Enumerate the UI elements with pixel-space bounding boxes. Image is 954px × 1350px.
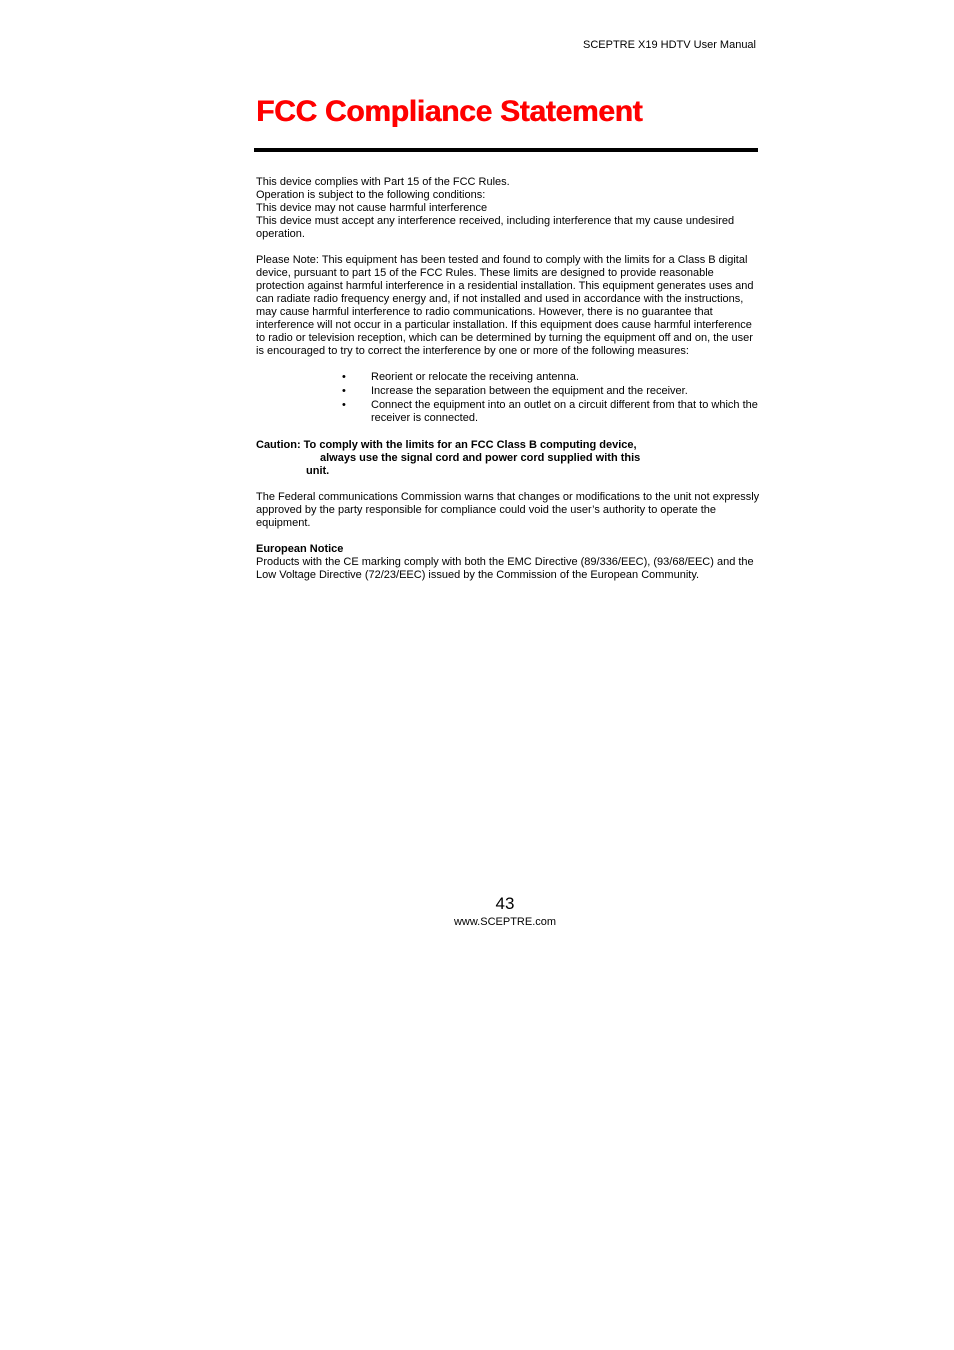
page-title: FCC Compliance Statement [256,95,643,128]
list-item-text: Reorient or relocate the receiving antenna. [371,371,579,383]
measures-list [256,371,760,425]
intro-line: This device may not cause harmful interference [256,202,488,214]
european-notice-text: Products with the CE marking comply with both the EMC Directive (89/336/EEC), (93/68/EEC) and the Low Voltage Directive (72/23/EEC) issued by the Commission of the European Community. [256,556,754,581]
please-note-paragraph: Please Note: This equipment has been tested and found to comply with the limits for a Class B digital device, pursuant to part 15 of the FCC Rules. These limits are designed to provide reasonable protection against harmful interference in a residential installation. This equipment generates uses and can radiate radio frequency energy and, if not installed and used in accordance with the instructions, may cause harmful interference to radio communications. However, there is no guarantee that interference will not occur in a particular installation. If this equipment does cause harmful interference to radio or television reception, which can be determined by turning the equipment off and on, the user is encouraged to try to correct the interference by one or more of the following measures: [256,254,754,357]
european-notice-heading: European Notice [256,543,344,555]
fcc-warning-paragraph: The Federal communications Commission warns that changes or modifications to the unit not expressly approved by the party responsible for compliance could void the user’s authority to operate the equipment. [256,491,760,529]
list-item [256,371,760,384]
caution-line: Caution: To comply with the limits for an FCC Class B computing device, [256,439,637,451]
caution-line: unit. [306,465,330,477]
bullet-icon: • [342,371,346,383]
footer-url: www.SCEPTRE.com [453,916,557,928]
document-body [256,176,760,582]
bullet-icon: • [342,385,346,397]
intro-line: Operation is subject to the following conditions: [256,189,486,201]
manual-header: SCEPTRE X19 HDTV User Manual [583,39,756,51]
bullet-icon: • [342,399,346,411]
intro-line: This device complies with Part 15 of the FCC Rules. [256,176,510,188]
caution-notice [256,439,760,478]
caution-line: always use the signal cord and power cord supplied with this [320,452,641,464]
list-item-text: Connect the equipment into an outlet on a circuit different from that to which the receiver is connected. [371,399,758,424]
title-divider [254,148,758,152]
page-number: 43 [495,894,515,913]
list-item [256,385,760,398]
list-item [256,399,760,425]
intro-line: This device must accept any interference received, including interference that my cause undesired operation. [256,215,735,240]
list-item-text: Increase the separation between the equipment and the receiver. [371,385,688,397]
